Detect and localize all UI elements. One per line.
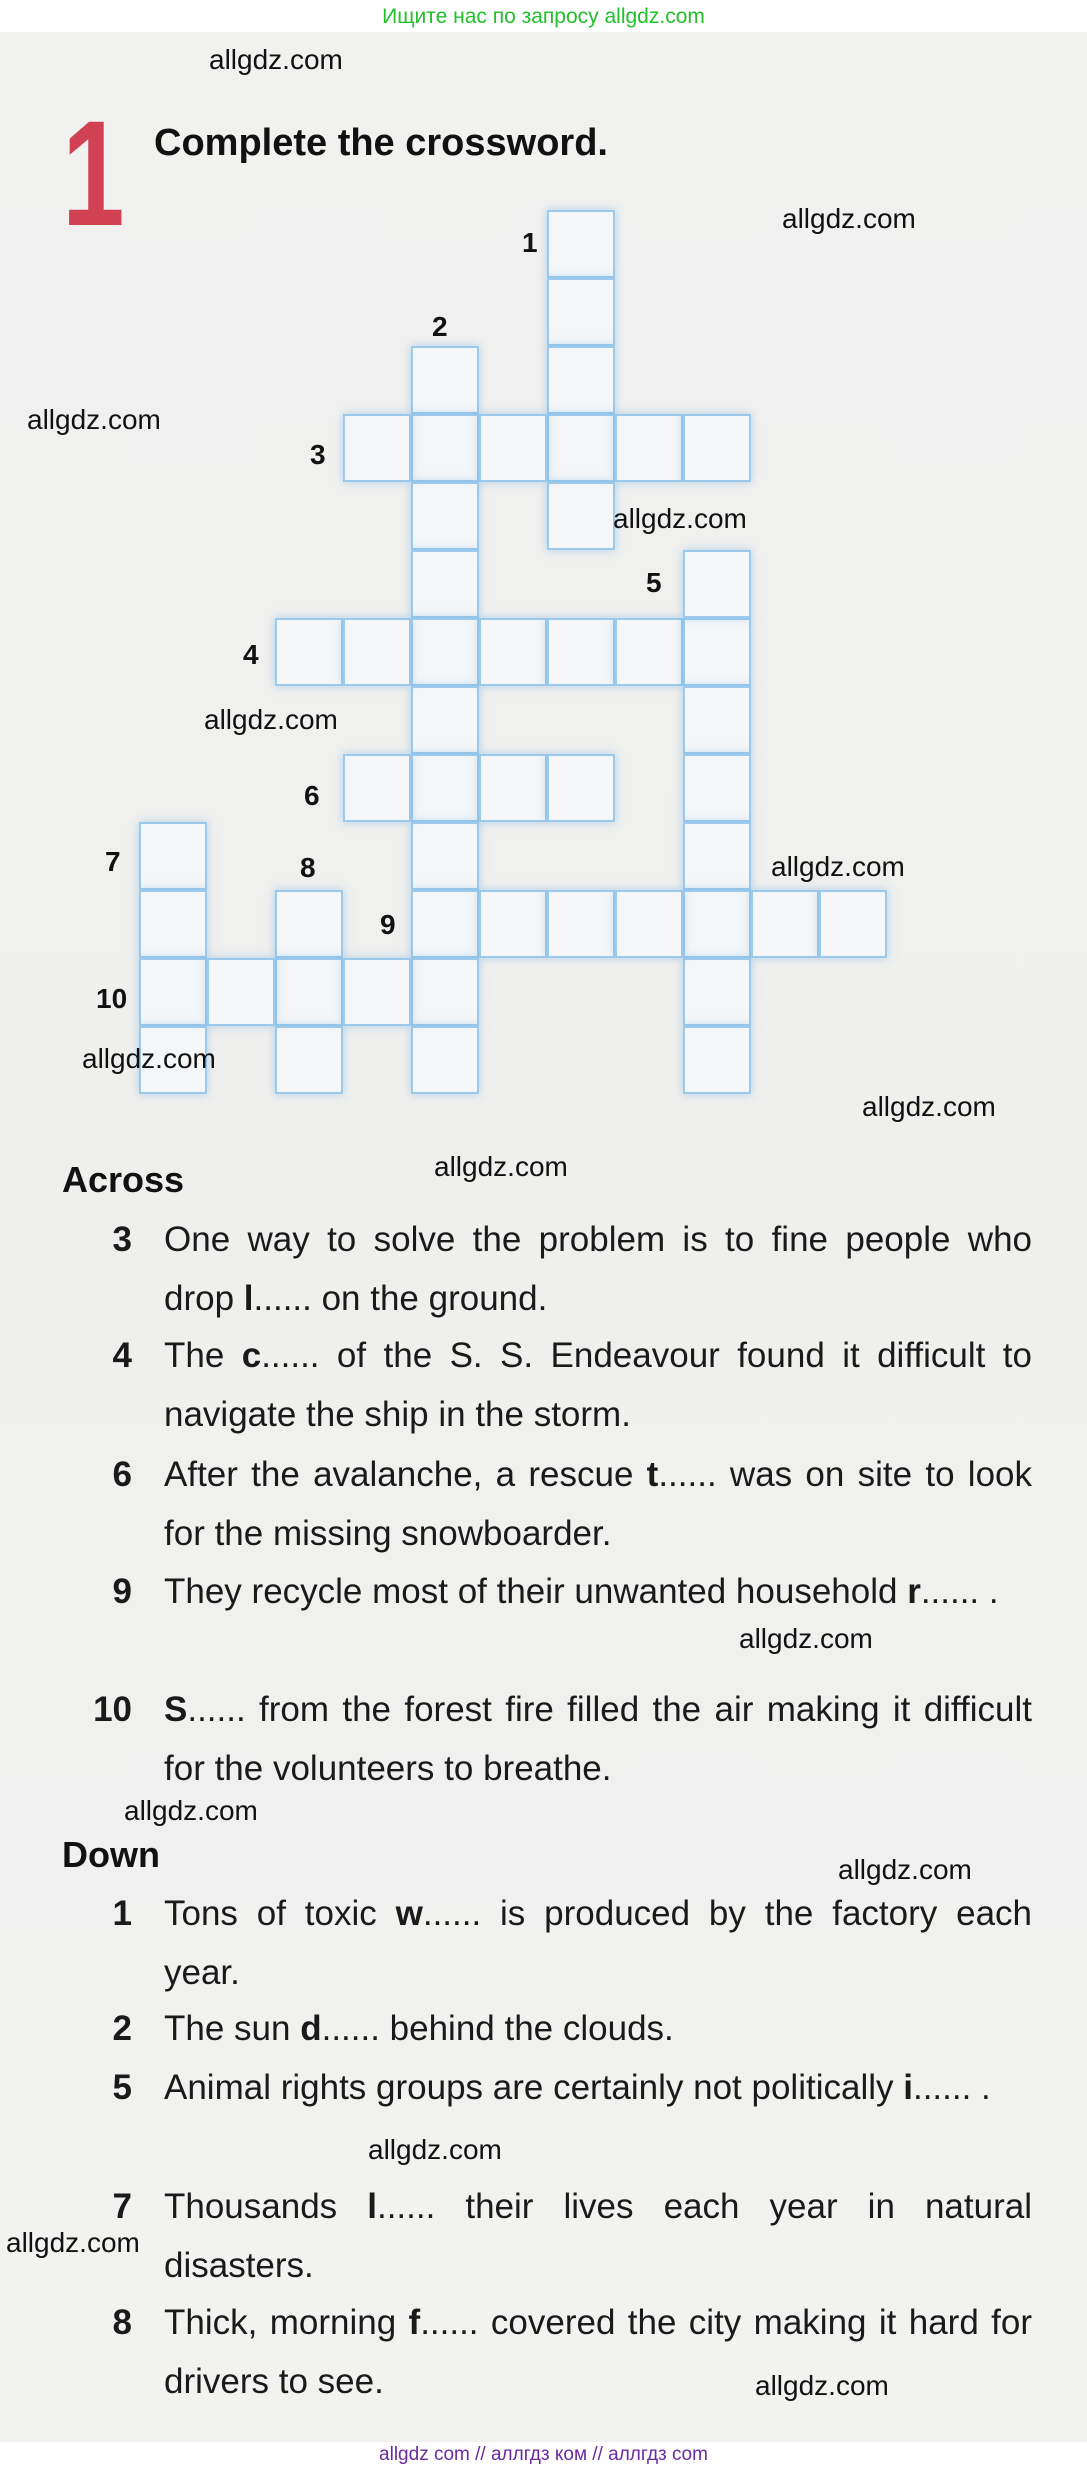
crossword-cell[interactable] [411, 550, 479, 618]
clue-number: 4 [112, 1336, 132, 1375]
down-heading: Down [62, 1834, 160, 1875]
crossword-cell[interactable] [683, 890, 751, 958]
watermark-text: allgdz.com [27, 404, 161, 435]
watermark-text: allgdz.com [209, 44, 343, 75]
exercise-number: 1 [62, 89, 125, 257]
clue-text: Thousands l...... their lives each year in natural disasters. [164, 2187, 1032, 2285]
clue-number: 2 [112, 2009, 132, 2048]
crossword-cell[interactable] [411, 618, 479, 686]
crossword-cell[interactable] [139, 890, 207, 958]
clue-number-4: 4 [243, 639, 259, 670]
crossword-cell[interactable] [139, 822, 207, 890]
clue-number-8: 8 [300, 852, 316, 883]
clue-number-5: 5 [646, 567, 662, 598]
watermark-text: allgdz.com [771, 851, 905, 882]
crossword-cell[interactable] [479, 890, 547, 958]
watermark-text: allgdz.com [82, 1043, 216, 1074]
clue-number: 6 [112, 1455, 132, 1494]
exercise-instruction: Complete the crossword. [154, 122, 608, 164]
clue-number-3: 3 [310, 439, 326, 470]
down-clue [92, 2177, 1032, 2295]
crossword-cell[interactable] [547, 346, 615, 414]
across-clue [92, 1680, 1032, 1798]
watermark-text: allgdz.com [368, 2134, 502, 2165]
clue-number-7: 7 [105, 846, 121, 877]
crossword-cell[interactable] [683, 414, 751, 482]
crossword-cell[interactable] [275, 958, 343, 1026]
crossword-cell[interactable] [547, 414, 615, 482]
crossword-cell[interactable] [547, 482, 615, 550]
crossword-cell[interactable] [343, 754, 411, 822]
clue-number: 7 [112, 2187, 132, 2226]
clue-number-9: 9 [380, 909, 396, 940]
clue-text: They recycle most of their unwanted household r...... . [164, 1572, 999, 1611]
crossword-cell[interactable] [139, 958, 207, 1026]
crossword-cell[interactable] [479, 618, 547, 686]
crossword-cell[interactable] [479, 414, 547, 482]
clue-text: S...... from the forest fire filled the air making it difficult for the volunteers to breathe. [164, 1690, 1032, 1788]
crossword-cell[interactable] [683, 686, 751, 754]
clue-text: Tons of toxic w...... is produced by the factory each year. [164, 1894, 1032, 1992]
crossword-cell[interactable] [479, 754, 547, 822]
watermark-text: allgdz.com [739, 1623, 873, 1654]
crossword-cell[interactable] [683, 618, 751, 686]
watermark-text: allgdz.com [124, 1795, 258, 1826]
across-clue [92, 1210, 1032, 1328]
across-clue [92, 1326, 1032, 1444]
crossword-cell[interactable] [207, 958, 275, 1026]
clue-number: 10 [93, 1690, 132, 1729]
clue-number: 3 [112, 1220, 132, 1259]
across-heading: Across [62, 1159, 185, 1200]
watermark-text: allgdz.com [838, 1854, 972, 1885]
crossword-cell[interactable] [411, 822, 479, 890]
crossword-cell[interactable] [683, 1026, 751, 1094]
clue-text: The sun d...... behind the clouds. [164, 2009, 674, 2048]
across-clue [92, 1445, 1032, 1563]
watermark-text: allgdz.com [862, 1091, 996, 1122]
crossword-cell[interactable] [343, 414, 411, 482]
footer-text: allgdz com // аллгдз ком // аллгдз com [379, 2444, 708, 2465]
crossword-cell[interactable] [547, 890, 615, 958]
crossword-cell[interactable] [411, 414, 479, 482]
clue-number-10: 10 [96, 983, 128, 1014]
crossword-cell[interactable] [343, 618, 411, 686]
crossword-cell[interactable] [615, 890, 683, 958]
watermark-text: allgdz.com [755, 2370, 889, 2401]
down-clue [92, 2293, 1032, 2411]
clue-text: One way to solve the problem is to fine people who drop l...... on the ground. [164, 1220, 1032, 1318]
crossword-cell[interactable] [547, 278, 615, 346]
site-banner-text: Ищите нас по запросу allgdz.com [382, 5, 705, 28]
watermark-text: allgdz.com [6, 2227, 140, 2258]
crossword-cell[interactable] [275, 1026, 343, 1094]
crossword-cell[interactable] [615, 414, 683, 482]
crossword-cell[interactable] [683, 958, 751, 1026]
crossword-cell[interactable] [683, 754, 751, 822]
crossword-cell[interactable] [411, 686, 479, 754]
clue-text: The c...... of the S. S. Endeavour found it difficult to navigate the ship in the storm. [164, 1336, 1032, 1434]
crossword-cell[interactable] [275, 890, 343, 958]
clue-text: After the avalanche, a rescue t...... was on site to look for the missing snowboarder. [164, 1455, 1032, 1553]
across-clue [92, 1562, 1032, 1621]
down-clue [92, 2058, 1032, 2117]
down-clue [92, 1884, 1032, 2002]
crossword-cell[interactable] [751, 890, 819, 958]
site-footer [0, 2442, 1087, 2468]
watermark-text: allgdz.com [782, 203, 916, 234]
crossword-cell[interactable] [411, 958, 479, 1026]
clue-number: 8 [112, 2303, 132, 2342]
watermark-text: allgdz.com [434, 1151, 568, 1182]
crossword-cell[interactable] [411, 346, 479, 414]
crossword-cell[interactable] [343, 958, 411, 1026]
down-clue [92, 1999, 1032, 2058]
clue-number: 1 [112, 1894, 132, 1933]
watermark-text: allgdz.com [204, 704, 338, 735]
crossword-cell[interactable] [819, 890, 887, 958]
clue-number-1: 1 [522, 227, 538, 258]
crossword-cell[interactable] [547, 754, 615, 822]
crossword-cell[interactable] [615, 618, 683, 686]
crossword-cell[interactable] [683, 550, 751, 618]
crossword-cell[interactable] [411, 1026, 479, 1094]
clue-number: 9 [112, 1572, 132, 1611]
clue-text: Animal rights groups are certainly not politically i...... . [164, 2068, 991, 2107]
clue-number-6: 6 [304, 780, 320, 811]
crossword-cell[interactable] [275, 618, 343, 686]
crossword-cell[interactable] [547, 618, 615, 686]
clue-number: 5 [112, 2068, 132, 2107]
watermark-text: allgdz.com [613, 503, 747, 534]
clue-text: Thick, morning f...... covered the city making it hard for drivers to see. [164, 2303, 1032, 2401]
crossword-cell[interactable] [411, 482, 479, 550]
crossword-cell[interactable] [411, 890, 479, 958]
clue-number-2: 2 [432, 311, 448, 342]
crossword-cell[interactable] [547, 210, 615, 278]
crossword-cell[interactable] [683, 822, 751, 890]
crossword-cell[interactable] [411, 754, 479, 822]
